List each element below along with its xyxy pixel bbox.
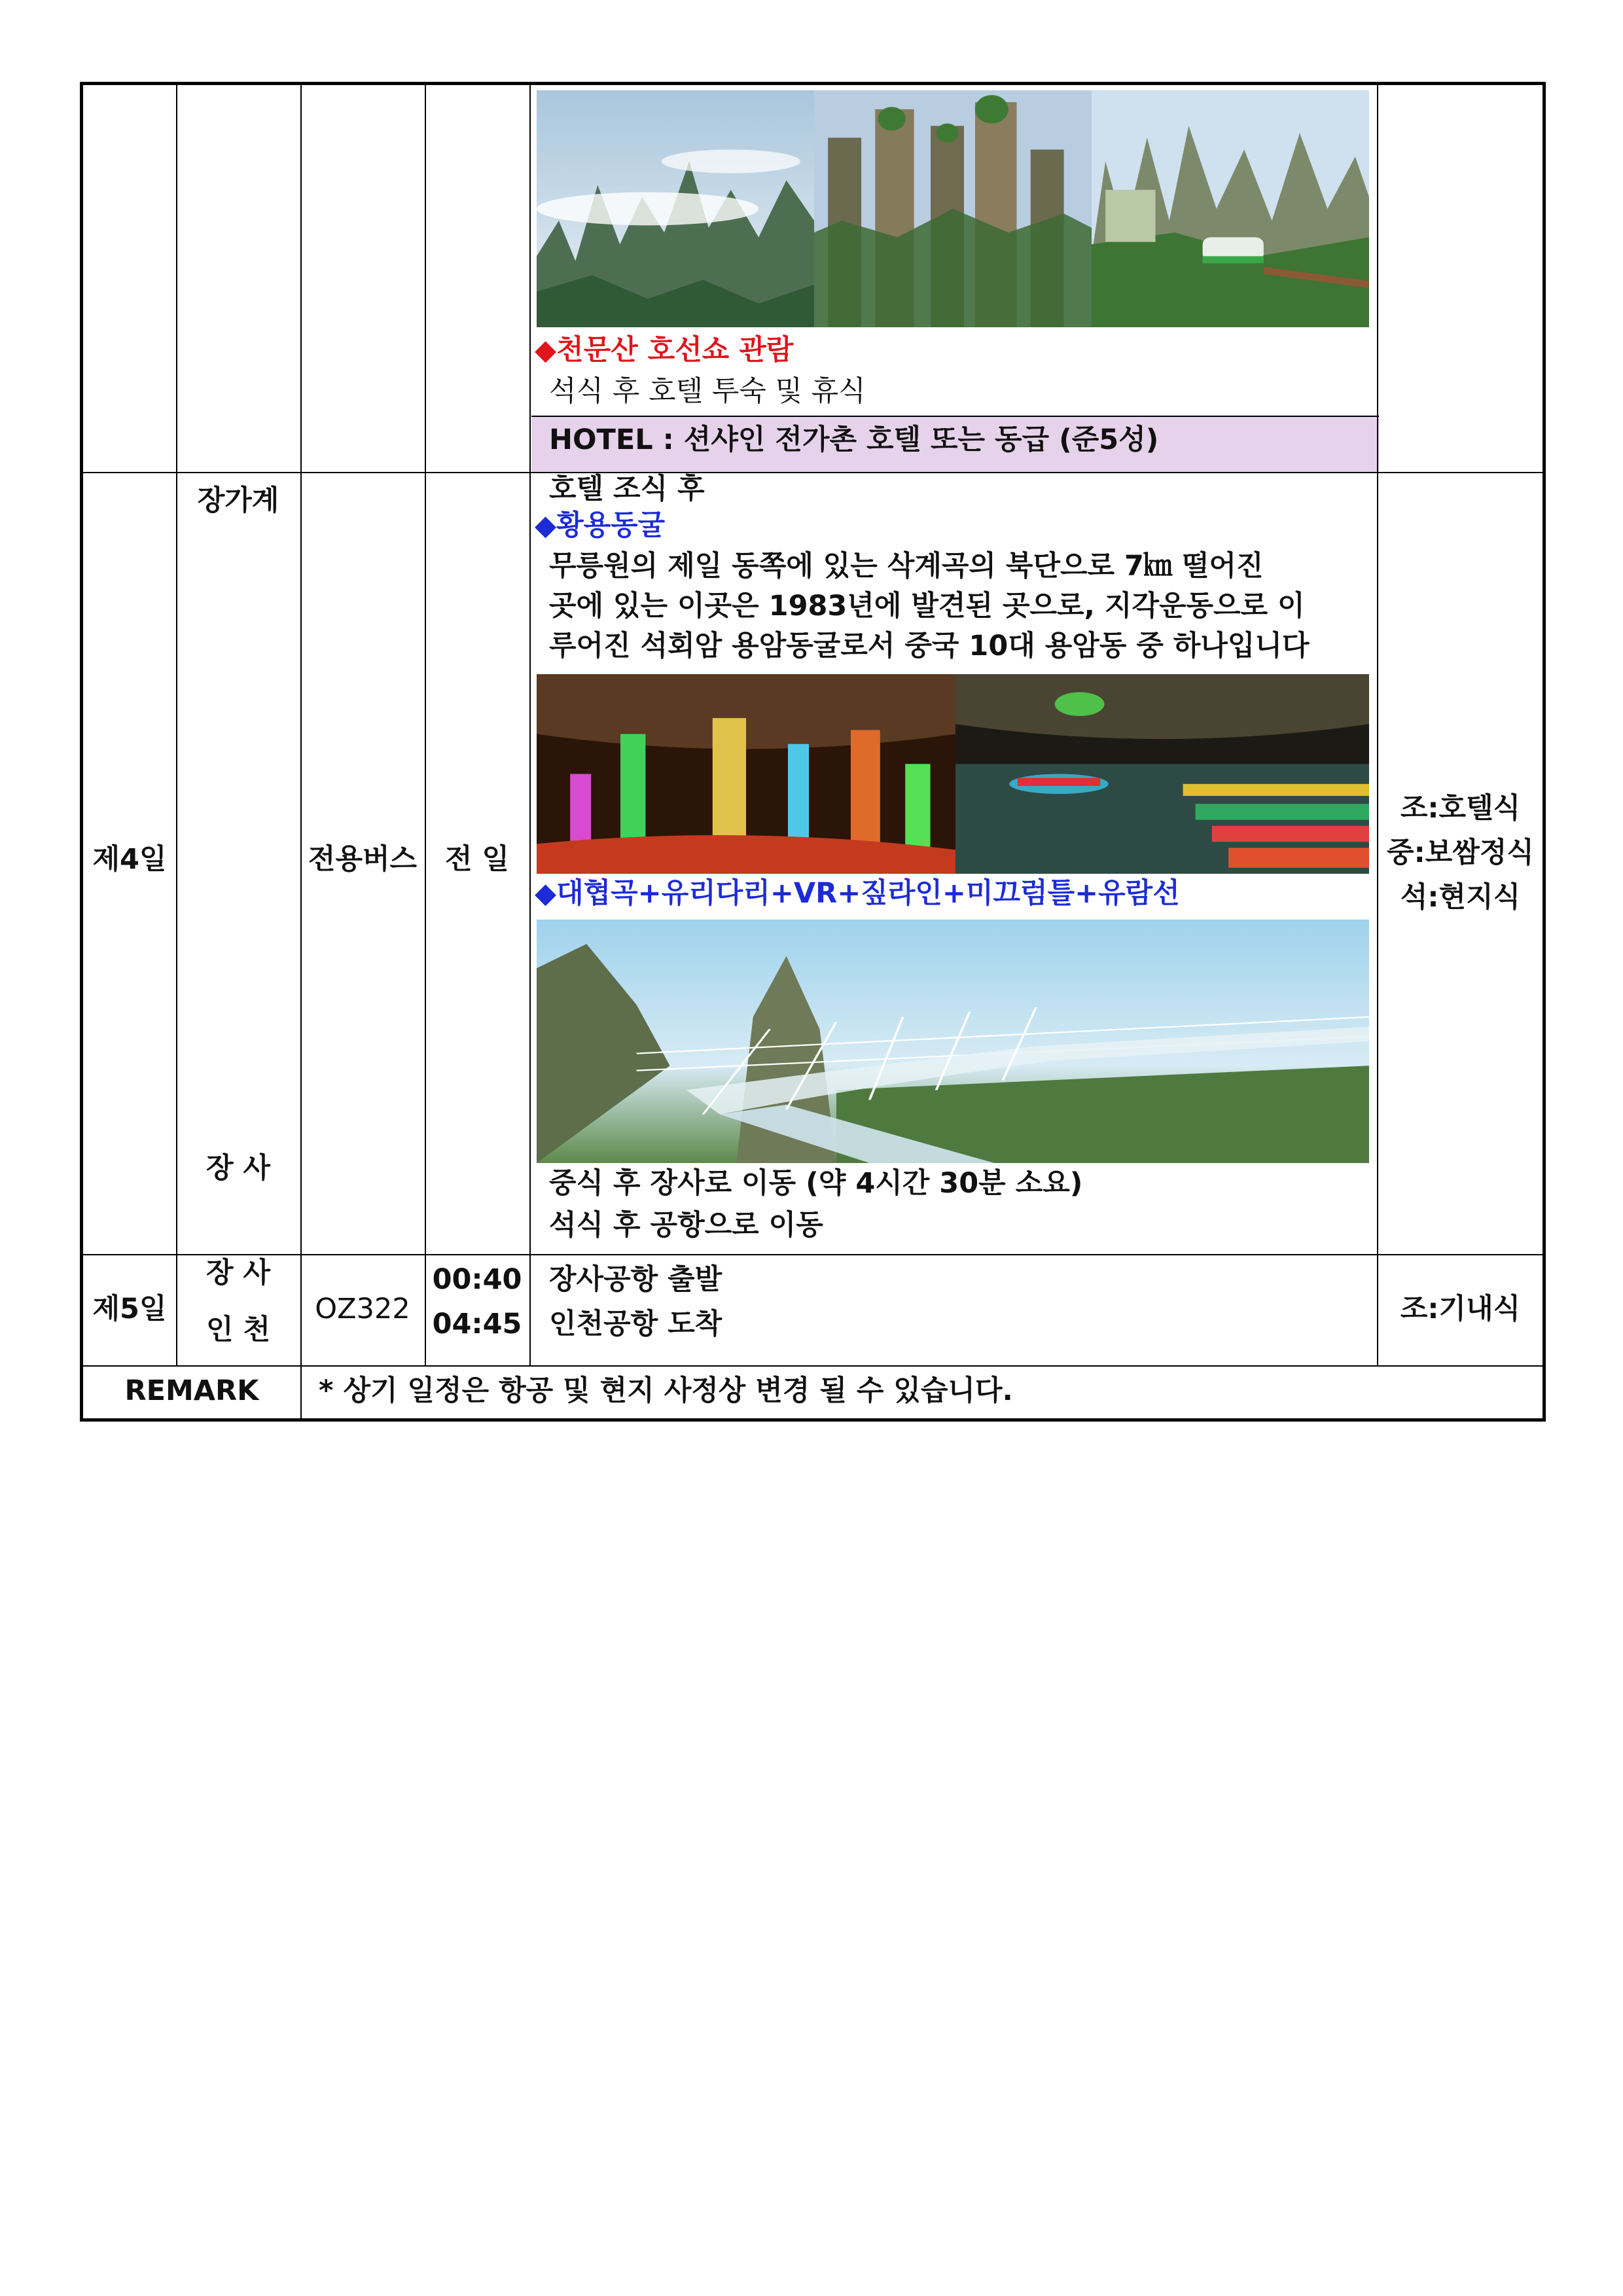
mountain-monorail-train-photo: [1092, 90, 1369, 327]
glass-bridge-photo: [537, 920, 1369, 1163]
day5-place-arrival: 인 천: [205, 1314, 271, 1346]
table-divider: [425, 85, 426, 1367]
remark-label: REMARK: [124, 1374, 259, 1407]
day4-label: 제4일: [92, 843, 167, 876]
zhangjiajie-pillar-forest-photo: [814, 90, 1092, 327]
day4-transport: 전용버스: [308, 843, 418, 876]
cave-desc-line: 곳에 있는 이곳은 1983년에 발견된 곳으로, 지각운동으로 이: [549, 590, 1305, 622]
yellow-dragon-cave-photo: [537, 674, 955, 874]
cave-desc-line: 루어진 석회암 용암동굴로서 중국 10대 용암동 중 하나입니다: [549, 630, 1310, 662]
hotel-info: HOTEL : 션샤인 전가촌 호텔 또는 동급 (준5성): [549, 423, 1159, 456]
arrival-time: 04:45: [432, 1308, 522, 1340]
flight-number: OZ322: [315, 1293, 410, 1325]
departure-time: 00:40: [432, 1263, 522, 1296]
dinner-hotel-line: 석식 후 호텔 투숙 및 휴식: [549, 375, 866, 408]
day4-time: 전 일: [444, 843, 510, 876]
table-divider: [83, 472, 1543, 473]
show-highlight: ◆천문산 호선쇼 관람: [535, 334, 794, 367]
itinerary-table: [80, 82, 1546, 1422]
day4-meal-dinner: 석:현지식: [1400, 881, 1521, 914]
day4-place-bottom: 장 사: [205, 1152, 271, 1185]
arrival-line: 인천공항 도착: [549, 1308, 722, 1340]
cave-desc-line: 무릉원의 제일 동쪽에 있는 삭계곡의 북단으로 7㎞ 떨어진: [549, 550, 1264, 583]
table-divider: [529, 85, 531, 1367]
table-divider: [83, 1365, 1543, 1367]
zhangjiajie-mist-peaks-photo: [537, 90, 814, 327]
table-divider: [83, 1254, 1543, 1255]
lunch-transfer-line: 중식 후 장사로 이동 (약 4시간 30분 소요): [549, 1167, 1083, 1200]
airport-transfer-line: 석식 후 공항으로 이동: [549, 1209, 823, 1242]
breakfast-line: 호텔 조식 후: [549, 473, 705, 505]
day5-meal: 조:기내식: [1400, 1293, 1521, 1325]
day5-label: 제5일: [92, 1293, 167, 1325]
day4-meal-breakfast: 조:호텔식: [1400, 792, 1521, 825]
remark-text: * 상기 일정은 항공 및 현지 사정상 변경 될 수 있습니다.: [319, 1374, 1013, 1407]
departure-line: 장사공항 출발: [549, 1263, 722, 1296]
table-divider: [300, 85, 302, 1418]
day5-place-departure: 장 사: [205, 1257, 271, 1289]
canyon-highlight: ◆대협곡+유리다리+VR+짚라인+미끄럼틀+유람선: [535, 877, 1180, 910]
cave-boats-photo: [955, 674, 1369, 874]
day4-place-top: 장가계: [197, 484, 279, 517]
day4-meal-lunch: 중:보쌈정식: [1387, 836, 1534, 869]
cave-highlight: ◆황용동굴: [535, 509, 666, 542]
table-divider: [1377, 85, 1378, 1367]
